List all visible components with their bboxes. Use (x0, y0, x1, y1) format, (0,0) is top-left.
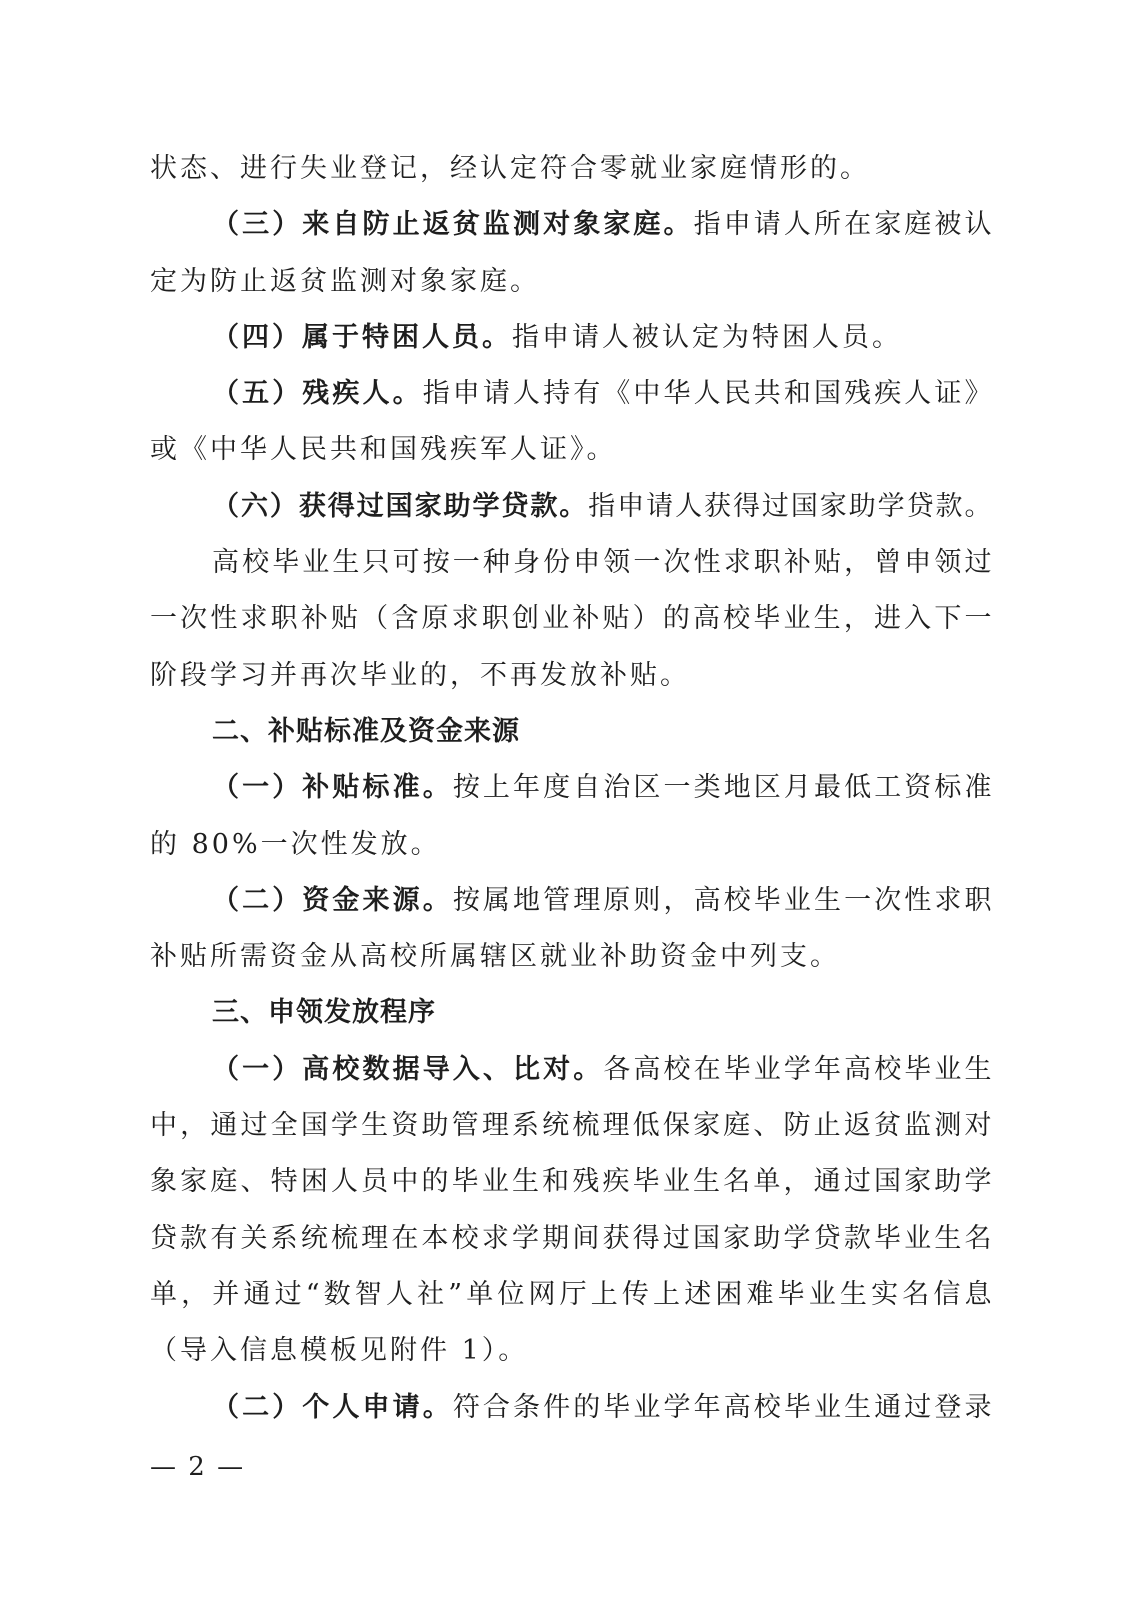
text-line: 的 80%一次性发放。 (150, 828, 441, 860)
text-line: 贷款有关系统梳理在本校求学期间获得过国家助学贷款毕业生名 (150, 1222, 992, 1254)
paragraph-lead: （六）获得过国家助学贷款。 (212, 490, 589, 522)
text-line: （二）资金来源。按属地管理原则，高校毕业生一次性求职 (212, 884, 992, 916)
document-body (150, 141, 992, 1436)
text-line: 中，通过全国学生资助管理系统梳理低保家庭、防止返贫监测对 (150, 1110, 992, 1142)
text-line: 象家庭、特困人员中的毕业生和残疾毕业生名单，通过国家助学 (150, 1166, 992, 1198)
section-heading: 二、补贴标准及资金来源 (212, 715, 520, 747)
paragraph-lead: （二）个人申请。 (212, 1391, 453, 1423)
paragraph-lead: （一）补贴标准。 (212, 772, 453, 804)
paragraph-lead: （一）高校数据导入、比对。 (212, 1053, 604, 1085)
text-line: （导入信息模板见附件 1）。 (150, 1335, 529, 1367)
paragraph-lead: （五）残疾人。 (212, 378, 423, 410)
text-line: （一）高校数据导入、比对。各高校在毕业学年高校毕业生 (212, 1053, 992, 1085)
text-line: 补贴所需资金从高校所属辖区就业补助资金中列支。 (150, 941, 840, 973)
text-line: 单，并通过“数智人社”单位网厅上传上述困难毕业生实名信息 (150, 1278, 992, 1310)
text-line: （三）来自防止返贫监测对象家庭。指申请人所在家庭被认 (212, 209, 992, 241)
text-line: 一次性求职补贴（含原求职创业补贴）的高校毕业生，进入下一 (150, 603, 992, 635)
section-heading: 三、申领发放程序 (212, 997, 436, 1029)
text-line: （四）属于特困人员。指申请人被认定为特困人员。 (212, 321, 902, 353)
text-line: 高校毕业生只可按一种身份申领一次性求职补贴，曾申领过 (212, 547, 992, 579)
page-number: — 2 — (150, 1452, 246, 1482)
paragraph-lead: （三）来自防止返贫监测对象家庭。 (212, 209, 694, 241)
text-line: （六）获得过国家助学贷款。指申请人获得过国家助学贷款。 (212, 490, 992, 522)
text-line: （一）补贴标准。按上年度自治区一类地区月最低工资标准 (212, 772, 992, 804)
text-line: 阶段学习并再次毕业的，不再发放补贴。 (150, 659, 690, 691)
text-line: 或《中华人民共和国残疾军人证》。 (150, 434, 617, 466)
text-line: （二）个人申请。符合条件的毕业学年高校毕业生通过登录 (212, 1391, 992, 1423)
text-line: （五）残疾人。指申请人持有《中华人民共和国残疾人证》 (212, 378, 992, 410)
text-line: 定为防止返贫监测对象家庭。 (150, 265, 540, 297)
paragraph-lead: （四）属于特困人员。 (212, 321, 512, 353)
text-line: 状态、进行失业登记，经认定符合零就业家庭情形的。 (150, 153, 870, 184)
paragraph-lead: （二）资金来源。 (212, 884, 453, 916)
